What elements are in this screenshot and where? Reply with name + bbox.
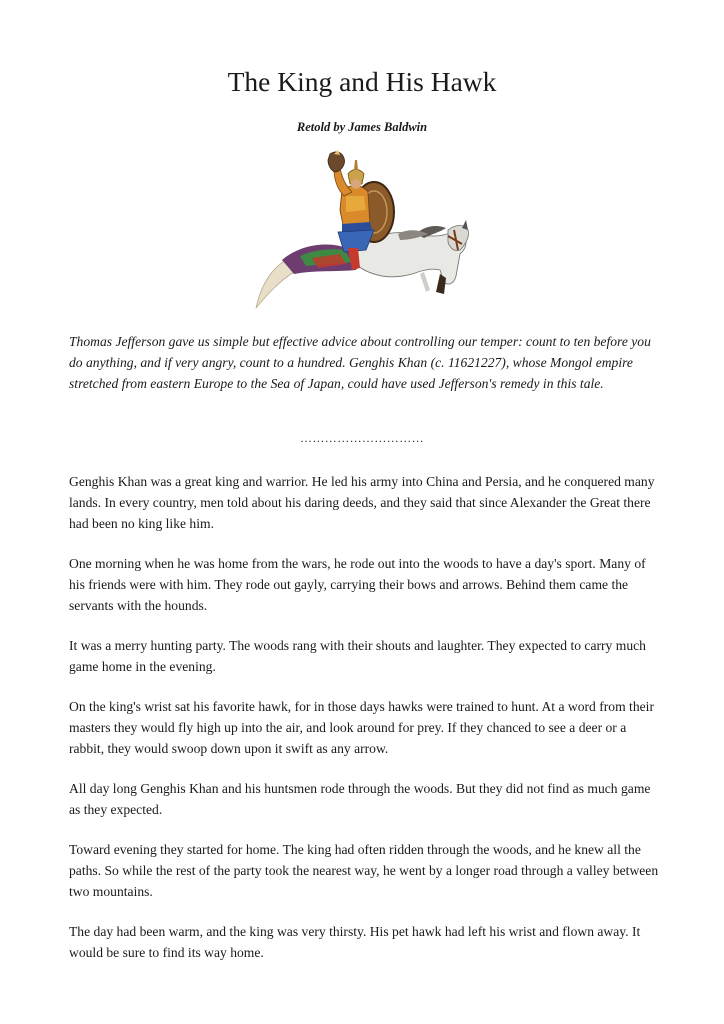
paragraph: It was a merry hunting party. The woods rang with their shouts and laughter. They expected to carry much game home in the evening.	[69, 638, 646, 674]
byline: Retold by James Baldwin	[296, 120, 428, 134]
paragraph: The day had been warm, and the king was very thirsty. His pet hawk had left his wrist and flown away. It would be sure to find its way home.	[69, 924, 641, 960]
paragraph: One morning when he was home from the wars, he rode out into the woods to have a day's sport. Many of his friends were with him. They rode out gayly, carrying their bows and arrows. Behind them came the servants with the hounds.	[69, 556, 646, 613]
paragraph: Toward evening they started for home. The king had often ridden through the woods, and he knew all the paths. So while the rest of the party took the nearest way, he went by a longer road through a valley between two mountains.	[69, 842, 659, 899]
intro-paragraph: Thomas Jefferson gave us simple but effective advice about controlling our temper: count to ten before you do anything, and if very angry, count to a hundred. Genghis Khan (c. 11621227), whose Mongol empire stretched from eastern Europe to the Sea of Japan, could have used Jefferson's remedy in this tale.	[69, 334, 651, 391]
paragraph: All day long Genghis Khan and his huntsmen rode through the woods. But they did not find as much game as they expected.	[69, 781, 651, 817]
paragraph: On the king's wrist sat his favorite hawk, for in those days hawks were trained to hunt. At a word from their masters they would fly high up into the air, and look around for prey. If they chanced to see a deer or a rabbit, they would swoop down upon it swift as any arrow.	[69, 699, 654, 756]
mounted-warrior-with-hawk-icon	[248, 150, 473, 312]
paragraph: Genghis Khan was a great king and warrior. He led his army into China and Persia, and he conquered many lands. In every country, men told about his daring deeds, and they said that since Alexander the Great there had been no king like him.	[69, 474, 655, 531]
section-separator: …………………………	[300, 431, 424, 445]
story-body	[69, 471, 659, 982]
page-title: The King and His Hawk	[227, 66, 497, 97]
